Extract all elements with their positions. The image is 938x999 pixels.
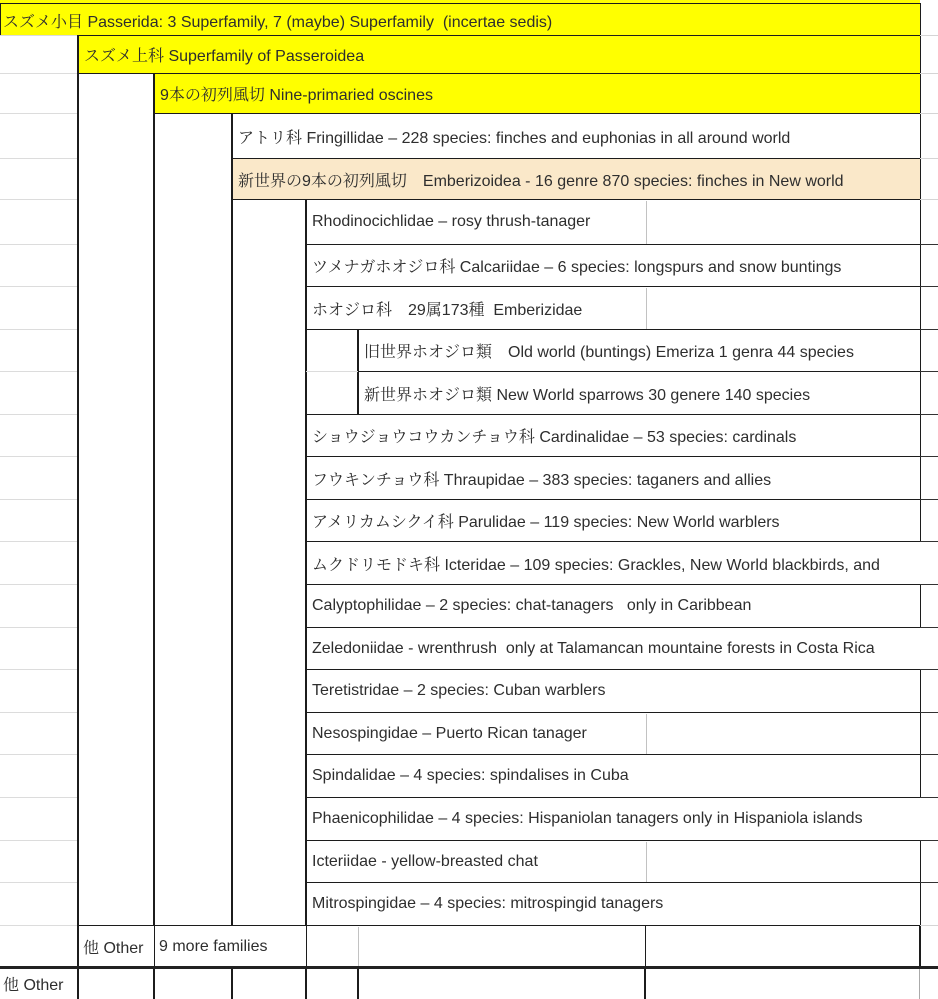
grid-line [920,627,938,628]
grid-line [0,882,77,883]
grid-line [644,967,646,999]
row-text: アトリ科 Fringillidae – 228 species: finches and euphonias in all around world [238,129,791,147]
table-row[interactable] [306,499,921,542]
grid-line [920,73,938,74]
row-text: Phaenicophilidae – 4 species: Hispaniolan tanagers only in Hispaniola islands [312,810,863,827]
grid-line [920,797,938,798]
row-text: Spindalidae – 4 species: spindalises in Cuba [312,767,629,784]
table-row[interactable] [306,669,921,713]
grid-line [0,414,77,415]
row-text: ムクドリモドキ科 Icteridae – 109 species: Grackles, New World blackbirds, and [312,556,880,574]
row-text: スズメ小目 Passerida: 3 Superfamily, 7 (maybe) Superfamily (incertae sedis) [3,13,553,31]
grid-line [231,967,233,999]
grid-line [0,754,77,755]
row-text: 新世界ホオジロ類 New World sparrows 30 genere 140 species [364,386,811,404]
grid-line [919,967,920,999]
row-text: Icteriidae - yellow-breasted chat [312,852,538,870]
grid-line [306,371,358,372]
grid-line [0,286,77,287]
grid-line [920,113,938,114]
grid-line [0,840,77,841]
table-row[interactable] [306,627,938,670]
table-row[interactable] [78,35,921,74]
row-text: 新世界の9本の初列風切 Emberizoidea - 16 genre 870 species: finches in New world [238,172,844,190]
table-row[interactable] [306,244,921,287]
grid-line [357,967,359,999]
grid-line [0,627,77,628]
grid-line [0,925,77,926]
bottom-other-label[interactable]: 他 Other [3,977,64,994]
table-row[interactable] [232,113,921,159]
row-text: Calyptophilidae – 2 species: chat-tanagers only in Caribbean [312,597,752,614]
grid-line [0,456,77,457]
table-row[interactable] [306,456,921,500]
table-row[interactable] [306,754,921,798]
grid-line [920,584,938,585]
row-text: Nesospingidae – Puerto Rican tanager [312,724,587,742]
table-row-other [78,925,646,968]
grid-line [0,371,77,372]
grid-line [920,286,938,287]
grid-line [920,925,938,926]
row-text: ホオジロ科 29属173種 Emberizidae [312,301,583,319]
row-text: ショウジョウコウカンチョウ科 Cardinalidae – 53 species: cardinals [312,429,797,446]
table-row[interactable] [306,584,921,628]
table-row[interactable] [0,3,921,36]
grid-line [920,840,938,841]
grid-line [920,754,938,755]
grid-line [919,925,921,967]
grid-line [0,541,77,542]
row-text: Zeledoniidae - wrenthrush only at Talamancan mountaine forests in Costa Rica [312,639,875,657]
grid-line [920,158,938,159]
grid-line [0,669,77,670]
table-row[interactable] [306,840,921,883]
row-text: Rhodinocichlidae – rosy thrush-tanager [312,213,591,230]
grid-line [920,712,938,713]
grid-line [77,35,79,999]
grid-line [0,499,77,500]
grid-line [920,456,938,457]
row-text: ツメナガホオジロ科 Calcariidae – 6 species: longspurs and snow buntings [312,259,842,276]
table-row[interactable] [306,541,938,585]
row-text: Teretistridae – 2 species: Cuban warblers [312,682,606,699]
row-text: Mitrospingidae – 4 species: mitrospingid tanagers [312,895,664,912]
grid-line [0,199,77,200]
grid-line [920,329,938,330]
grid-line [231,113,233,925]
table-row[interactable] [306,712,921,755]
row-text: アメリカムシクイ科 Parulidae – 119 species: New World warblers [312,514,780,531]
grid-line [920,244,938,245]
grid-line [920,35,938,36]
grid-line [920,669,938,670]
bottom-row-top-border [0,966,938,969]
table-row[interactable] [232,158,921,200]
grid-line [646,714,647,754]
grid-line [0,35,77,36]
table-row[interactable] [358,329,921,372]
grid-line [0,797,77,798]
row-text: フウキンチョウ科 Thraupidae – 383 species: taganers and allies [312,471,772,489]
grid-line [646,288,647,329]
grid-line [305,199,307,999]
grid-line [0,113,77,114]
grid-line [920,499,938,500]
table-row[interactable] [306,414,921,457]
table-row[interactable] [306,286,921,330]
grid-line [920,414,938,415]
row-text: 9本の初列風切 Nine-primaried oscines [160,87,433,104]
table-row[interactable] [358,371,921,415]
table-row[interactable] [154,73,921,114]
grid-line [920,541,938,542]
row-text: スズメ上科 Superfamily of Passeroidea [84,48,365,65]
grid-line [358,927,359,966]
table-row[interactable] [306,797,938,841]
grid-line [0,73,77,74]
grid-line [646,201,647,244]
grid-line [920,199,938,200]
other-label-cell[interactable]: 他 Other [79,926,155,967]
table-row[interactable] [306,199,921,245]
grid-line [0,158,77,159]
grid-line [646,842,647,882]
grid-line [920,371,938,372]
grid-line [153,73,155,999]
table-row[interactable] [306,882,921,926]
row-text: 旧世界ホオジロ類 Old world (buntings) Emeriza 1 genra 44 species [364,344,854,361]
grid-line [0,712,77,713]
grid-line [0,329,77,330]
other-value-cell[interactable]: 9 more families [155,926,307,967]
grid-line [0,584,77,585]
grid-line [920,882,938,883]
grid-line [0,244,77,245]
